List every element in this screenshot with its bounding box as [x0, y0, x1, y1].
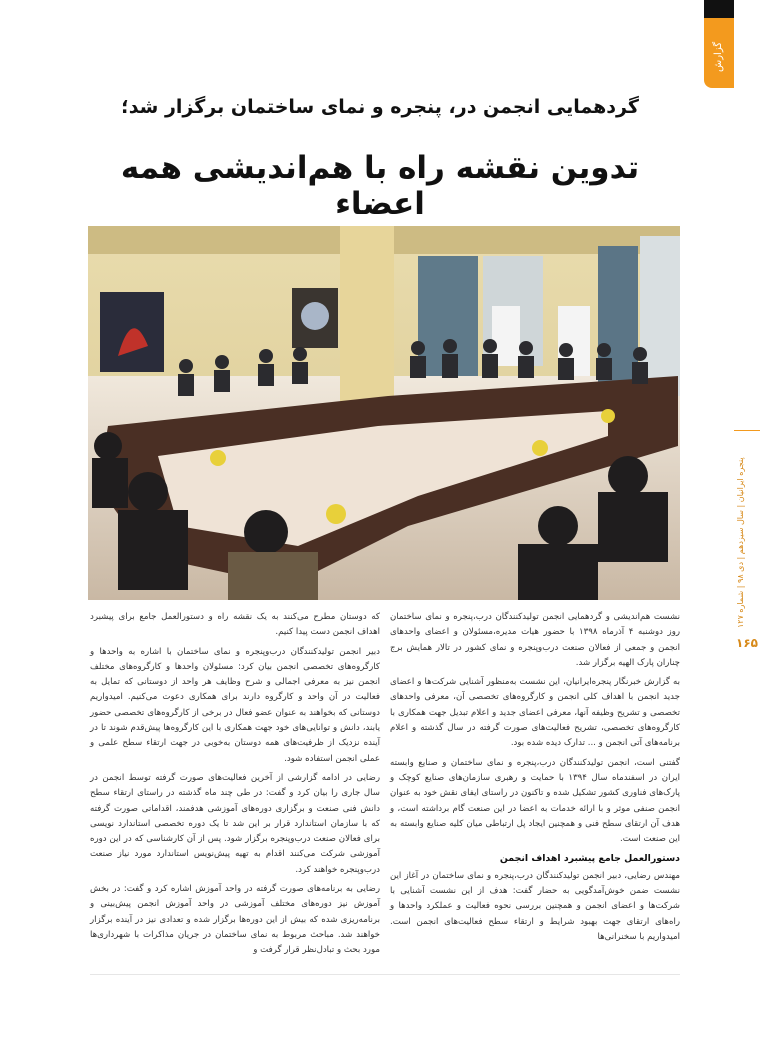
paragraph: رضایی در ادامه گزارشی از آخرین فعالیت‌های صورت گرفته توسط انجمن در سال جاری را بیان کرد و گفت: در طی چند ماه گذشته در راستای ارتقاء سطح دانش فنی صنعت و برگزاری دوره‌های آموزشی هدفمند، اقداماتی صورت گرفته که با سازمان استاندارد قرار بر این شد تا یک دوره تخصصی استاندارد نویسی برای فعالان صنعت درب‌وپنجره برگزار شود. پس از آن کارشناسی که در این دوره آموزشی شرکت می‌کنند اقدام به تهیه پیش‌نویس استاندارد مورد نیاز صنعت درب‌وپنجره خواهند کرد.: [90, 772, 380, 875]
footer-divider: [90, 974, 680, 975]
paragraph: رضایی به برنامه‌های صورت گرفته در واحد آموزش اشاره کرد و گفت: در بخش آموزش نیز دوره‌های مختلف آموزشی در واحد آموزش انجمن پیش‌بینی و برنامه‌ریزی شده که بیش از این دوره‌ها برگزار شده و تعدادی نیز در آینده برگزار خواهند شد. مباحث مربوط به نمای ساختمان در جریان مذاکرات با شهرداری‌ها مورد بحث و تبادل‌نظر قرار گرفت و: [90, 884, 380, 956]
headline-kicker: گردهمایی انجمن در، پنجره و نمای ساختمان برگزار شد؛: [121, 96, 639, 118]
meeting-photo-illustration: [88, 226, 680, 600]
paragraph: نشست هم‌اندیشی و گردهمایی انجمن تولیدکنندگان درب،پنجره و نمای ساختمان روز دوشنبه ۴ آذرماه ۱۳۹۸ با حضور هیات مدیره،مسئولان و اعضای واحدهای انجمن و جمعی از فعالان صنعت درب‌وپنجره و نمای کشور در تالار همایش برج چناران پارک الهیه برگزار شد.: [390, 612, 680, 668]
meeting-photo: [88, 226, 680, 600]
side-divider: [734, 430, 760, 431]
paragraph: دبیر انجمن تولیدکنندگان درب‌وپنجره و نمای ساختمان با اشاره به واحدها و کارگروه‌های تخصصی انجمن بیان کرد: مسئولان واحدها و کارگروه‌های مختلف انجمن نیز به معرفی اجمالی و شرح وظایف هر واحد از دوستانی که تمایل به فعالیت در آن واحد و کارگروه دارند برای همکاری دعوت می‌کنیم. امیدواریم دوستانی که بخواهند به عنوان عضو فعال در برخی از کارگروه‌های تخصصی حضور یابند، دانش و توانایی‌های خود جهت همکاری با این کارگروه‌ها پیش‌قدم شوند تا در آینده نزدیک از ظرفیت‌های همه دوستان به‌خوبی در جهت ارتقاء سطح علمی و عملی انجمن استفاده شود.: [90, 646, 380, 764]
headline-title: تدوین نقشه راه با هم‌اندیشی همه اعضاء: [120, 150, 640, 222]
article-column-right: [390, 610, 680, 949]
article-column-left: [90, 610, 380, 963]
page-number: ۱۶۵: [736, 636, 758, 650]
paragraph: گفتنی است، انجمن تولیدکنندگان درب،پنجره و نمای ساختمان و صنایع وابسته ایران در اسفندماه سال ۱۳۹۴ با حمایت و رهبری سازمان‌های صنایع کوچک و پارک‌های فناوری کشور تشکیل شده و تاکنون در راستای ایفای نقش خود به عنوان انجمن صنفی موثر و با ارائه خدمات به اعضا در این صنعت گام برداشته است، و هدف آن ارتقای سطح فنی و همچنین ایجاد پل ارتباطی میان کلیه صنایع وابسته به این صنعت است.: [390, 757, 680, 845]
paragraph: به گزارش خبرنگار پنجره‌ایرانیان، این نشست به‌منظور آشنایی شرکت‌ها و اعضای جدید انجمن با اهداف کلی انجمن و کارگروه‌های تخصصی آن، معرفی واحدهای تخصصی و تشریح وظیفه آنها، معرفی اعضای جدید و اعلام تبدیل جهت همکاری با کارگروه‌های تخصصی، تشریح فعالیت‌های صورت گرفته در سال گذشته و اعلام برنامه‌های آتی انجمن و ... تدارک دیده شده بود.: [390, 677, 680, 749]
section-tab-cap: [704, 0, 734, 18]
journal-running-footer: پنجره ایرانیان | سال سیزدهم | دی ۹۸ | شماره ۱۲۷: [736, 457, 745, 628]
paragraph: مهندس رضایی، دبیر انجمن تولیدکنندگان درب،پنجره و نمای ساختمان در آغاز این نشست ضمن خوش‌آمدگویی به حضار گفت: هدف از این نشست آشنایی با شرکت‌ها و اعضای انجمن و همچنین بررسی نحوه فعالیت و عملکرد واحدها و راه‌های ارتقای جهت بهبود شرایط و ارتقاء سطح فعالیت‌های انجمن است. امیدواریم با سخنرانی‌ها: [390, 870, 680, 942]
section-tab-label: گزارش: [713, 41, 724, 73]
section-subheading: دستورالعمل جامع پیشبرد اهداف انجمن: [499, 853, 680, 865]
paragraph: که دوستان مطرح می‌کنند به یک نقشه راه و دستورالعمل جامع برای پیشبرد اهداف انجمن دست پیدا کنیم.: [90, 612, 380, 638]
